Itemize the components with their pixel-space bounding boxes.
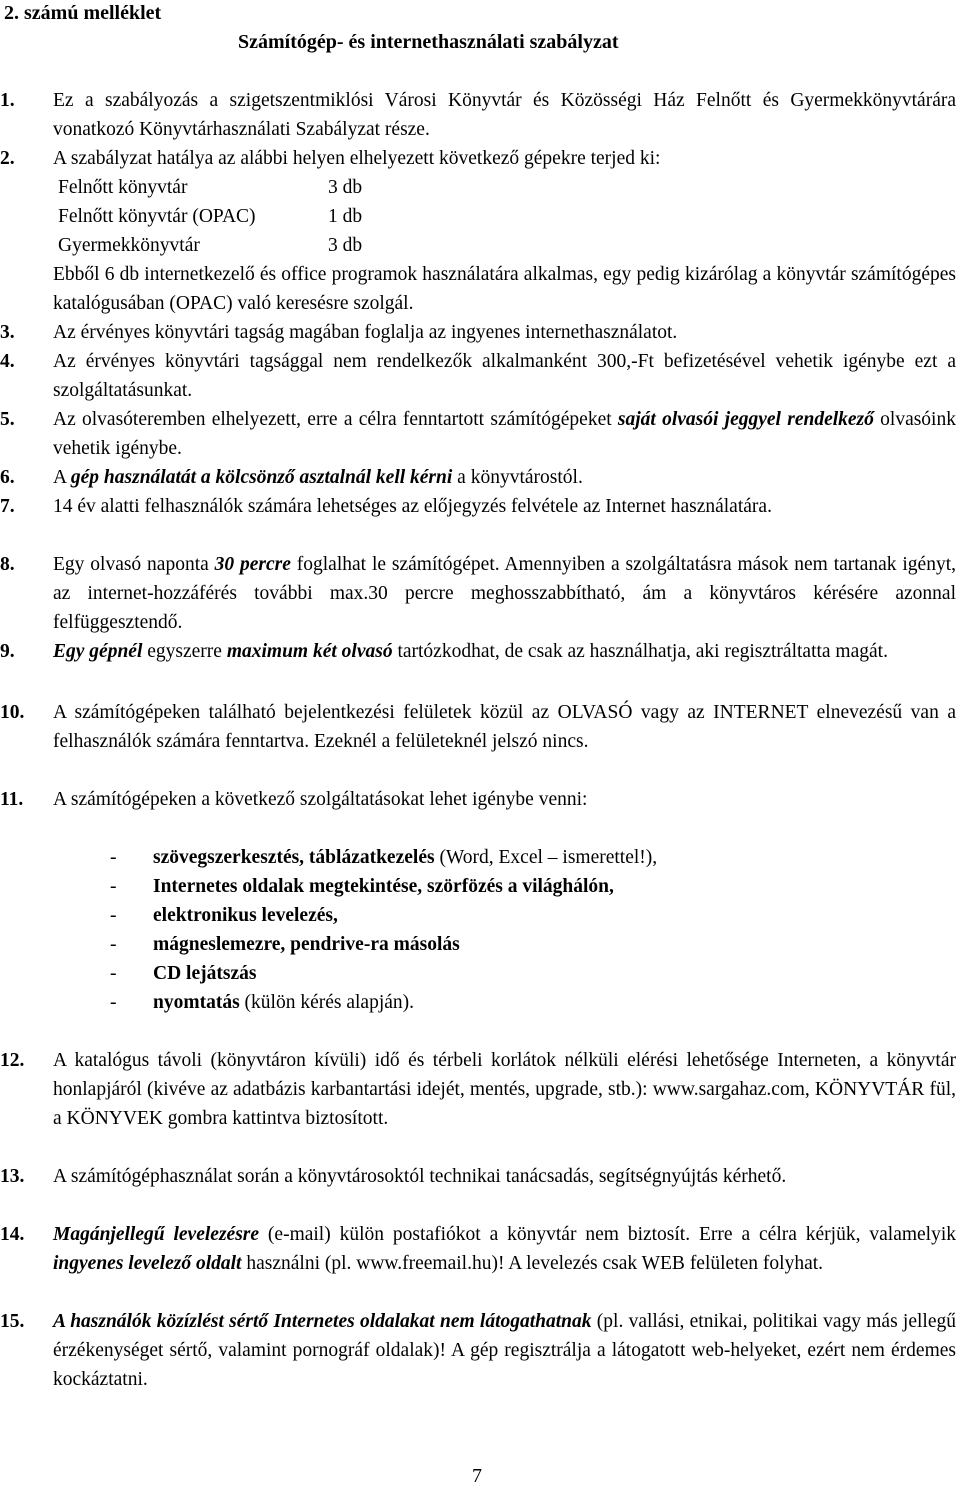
item-text — [53, 1307, 956, 1394]
item-number: 2. — [0, 148, 15, 169]
rule-item-11 — [0, 785, 956, 814]
item-text: 14 év alatti felhasználók számára lehetséges az előjegyzés felvétele az Internet használatára. — [53, 496, 772, 517]
service-note: (külön kérés alapján). — [239, 992, 415, 1013]
machine-location: Felnőtt könyvtár — [58, 177, 188, 198]
item-number: 9. — [0, 641, 15, 662]
machine-count: 3 db — [328, 177, 363, 198]
item-text: Ez a szabályozás a szigetszentmiklósi Városi Könyvtár és Közösségi Ház Felnőtt és Gyermekkönyvtárára vonatkozó Könyvtárhasználati Szabályzat része. — [53, 90, 956, 140]
item-number: 8. — [0, 554, 15, 575]
item-text — [53, 405, 956, 463]
text-run: foglalhat le számítógépet. Amennyiben a szolgáltatásra mások nem tartanak igényt, az internet-hozzáférés további max.30 percre meghosszabbítható, ám a könyvtáros kérésére azonnal felfüggesztendő. — [53, 554, 956, 633]
emphasis-run: Magánjellegű levelezésre — [53, 1224, 260, 1245]
item-text — [53, 1220, 956, 1278]
emphasis-run: ingyenes levelező oldalt — [53, 1253, 242, 1274]
service-item — [110, 901, 657, 930]
service-item — [110, 843, 657, 872]
text-run: tartózkodhat, de csak az használhatja, aki regisztráltatta magát. — [392, 641, 888, 662]
item-number: 4. — [0, 351, 15, 372]
item-number: 1. — [0, 90, 15, 111]
item-text — [53, 637, 956, 666]
rule-item-10 — [0, 698, 956, 756]
list-dash: - — [110, 963, 117, 984]
machine-row — [58, 202, 956, 231]
service-item — [110, 872, 657, 901]
item-text: A számítógéphasználat során a könyvtárosoktól technikai tanácsadás, segítségnyújtás kérhető. — [53, 1166, 787, 1187]
item-number: 15. — [0, 1311, 25, 1332]
item-number: 6. — [0, 467, 15, 488]
list-dash: - — [110, 905, 117, 926]
item-text: A számítógépeken található bejelentkezési felületek közül az OLVASÓ vagy az INTERNET elnevezésű van a felhasználók számára fenntartva. Ezeknél a felületeknél jelszó nincs. — [53, 702, 956, 752]
machine-location: Felnőtt könyvtár (OPAC) — [58, 206, 256, 227]
machine-list — [58, 173, 956, 260]
machine-row — [58, 173, 956, 202]
emphasis-run: saját olvasói jeggyel rendelkező — [617, 409, 874, 430]
service-name: nyomtatás — [153, 992, 240, 1013]
rule-item-13 — [0, 1162, 956, 1191]
machine-count: 3 db — [328, 235, 363, 256]
rule-item-2 — [0, 144, 956, 318]
rule-item-1 — [0, 86, 956, 144]
emphasis-run: A használók közízlést sértő Internetes oldalakat nem látogathatnak — [53, 1311, 592, 1332]
item-number: 10. — [0, 702, 25, 723]
machine-count: 1 db — [328, 206, 363, 227]
text-run: egyszerre — [142, 641, 227, 662]
service-item — [110, 930, 657, 959]
text-run: (e-mail) külön postafiókot a könyvtár nem biztosít. Erre a célra kérjük, valamelyik — [259, 1224, 957, 1245]
rule-item-3 — [0, 318, 956, 347]
machine-row — [58, 231, 956, 260]
list-dash: - — [110, 992, 117, 1013]
service-list — [110, 843, 657, 1017]
rule-item-6 — [0, 463, 956, 492]
item-number: 12. — [0, 1050, 25, 1071]
rule-item-8 — [0, 550, 956, 637]
item-number: 3. — [0, 322, 15, 343]
service-name: Internetes oldalak megtekintése, szörfözés a világhálón, — [153, 876, 614, 897]
emphasis-run: maximum két olvasó — [226, 641, 393, 662]
rule-item-12 — [0, 1046, 956, 1133]
item-text — [53, 463, 956, 492]
item-intro: A szabályzat hatálya az alábbi helyen elhelyezett következő gépekre terjed ki: — [53, 148, 661, 169]
annex-label: 2. számú melléklet — [4, 2, 162, 24]
list-dash: - — [110, 876, 117, 897]
emphasis-run: gép használatát a kölcsönző asztalnál kell kérni — [70, 467, 453, 488]
item-number: 11. — [0, 789, 24, 810]
service-item — [110, 988, 657, 1017]
emphasis-run: Egy gépnél — [53, 641, 143, 662]
service-name: elektronikus levelezés, — [153, 905, 338, 926]
service-note: (Word, Excel – ismerettel!), — [434, 847, 658, 868]
text-run: Az olvasóteremben elhelyezett, erre a célra fenntartott számítógépeket — [53, 409, 618, 430]
emphasis-run: 30 percre — [214, 554, 291, 575]
item-number: 5. — [0, 409, 15, 430]
service-name: szövegszerkesztés, táblázatkezelés — [153, 847, 435, 868]
text-run: A — [53, 467, 71, 488]
machine-location: Gyermekkönyvtár — [58, 235, 200, 256]
rule-item-7 — [0, 492, 956, 521]
rule-item-15 — [0, 1307, 956, 1394]
page-number: 7 — [472, 1465, 482, 1487]
text-run: Egy olvasó naponta — [53, 554, 215, 575]
text-run: (pl. vallási, etnikai, politikai vagy más jellegű érzékenységet sértő, valamint pornográf oldalak)! A gép regisztrálja a látogatott web-helyeket, ezért nem érdemes kockáztatni. — [53, 1311, 956, 1390]
service-name: mágneslemezre, pendrive-ra másolás — [153, 934, 460, 955]
item-number: 13. — [0, 1166, 25, 1187]
service-item — [110, 959, 657, 988]
item-text: Az érvényes könyvtári tagsággal nem rendelkezők alkalmanként 300,-Ft befizetésével vehetik igénybe ezt a szolgáltatásunkat. — [53, 351, 956, 401]
rule-item-9 — [0, 637, 956, 666]
list-dash: - — [110, 847, 117, 868]
item-number: 7. — [0, 496, 15, 517]
item-text: A számítógépeken a következő szolgáltatásokat lehet igénybe venni: — [53, 789, 588, 810]
item-text: Az érvényes könyvtári tagság magában foglalja az ingyenes internethasználatot. — [53, 322, 678, 343]
item-outro: Ebből 6 db internetkezelő és office programok használatára alkalmas, egy pedig kizárólag a könyvtár számítógépes katalógusában (OPAC) való keresésre szolgál. — [53, 264, 956, 314]
document-title: Számítógép- és internethasználati szabályzat — [238, 31, 619, 53]
rule-item-5 — [0, 405, 956, 463]
text-run: használni (pl. www.freemail.hu)! A levelezés csak WEB felületen folyhat. — [241, 1253, 824, 1274]
service-name: CD lejátszás — [153, 963, 257, 984]
item-text: A katalógus távoli (könyvtáron kívüli) idő és térbeli korlátok nélküli elérési lehetősége Interneten, a könyvtár honlapjáról (kivéve az adatbázis karbantartási idejét, mentés, upgrade, stb.): www.sargahaz.com, KÖNYVTÁR fül, a KÖNYVEK gombra kattintva biztosított. — [53, 1050, 956, 1129]
text-run: olvasóink vehetik igénybe. — [53, 409, 956, 459]
list-dash: - — [110, 934, 117, 955]
item-number: 14. — [0, 1224, 25, 1245]
item-text — [53, 550, 956, 637]
rule-item-4 — [0, 347, 956, 405]
text-run: a könyvtárostól. — [452, 467, 583, 488]
rule-item-14 — [0, 1220, 956, 1278]
